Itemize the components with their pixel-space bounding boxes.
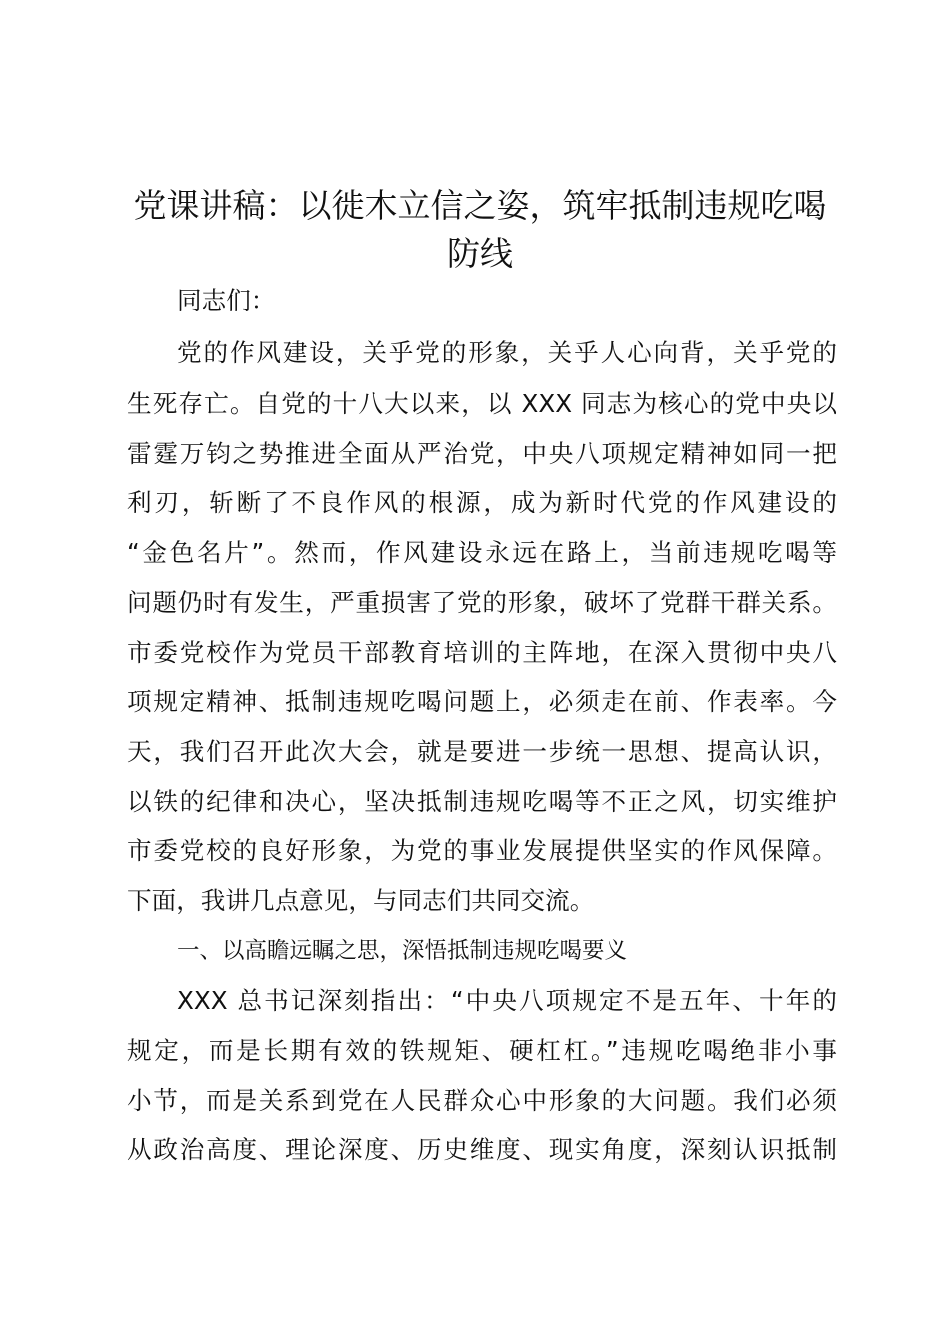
salutation: 同志们： bbox=[177, 286, 276, 315]
paragraph-line: “金色名片”。然而，作风建设永远在路上，当前违规吃喝等 bbox=[127, 538, 837, 567]
paragraph-line: 生死存亡。自党的十八大以来，以 XXX 同志为核心的党中央以 bbox=[127, 389, 837, 418]
paragraph-line: 市委党校作为党员干部教育培训的主阵地，在深入贯彻中央八 bbox=[127, 638, 837, 667]
paragraph-line: 利刃，斩断了不良作风的根源，成为新时代党的作风建设的 bbox=[127, 488, 837, 517]
paragraph-line: XXX 总书记深刻指出：“中央八项规定不是五年、十年的 bbox=[177, 986, 837, 1015]
paragraph-line: 规定，而是长期有效的铁规矩、硬杠杠。”违规吃喝绝非小事 bbox=[127, 1036, 837, 1065]
paragraph-line: 问题仍时有发生，严重损害了党的形象，破坏了党群干群关系。 bbox=[127, 588, 837, 617]
paragraph-line: 党的作风建设，关乎党的形象，关乎人心向背，关乎党的 bbox=[177, 338, 837, 367]
paragraph-line: 项规定精神、抵制违规吃喝问题上，必须走在前、作表率。今 bbox=[127, 687, 837, 716]
paragraph-line: 雷霆万钧之势推进全面从严治党，中央八项规定精神如同一把 bbox=[127, 439, 837, 468]
paragraph-line: 从政治高度、理论深度、历史维度、现实角度，深刻认识抵制 bbox=[127, 1135, 837, 1164]
paragraph-line: 以铁的纪律和决心，坚决抵制违规吃喝等不正之风，切实维护 bbox=[127, 787, 837, 816]
paragraph-line: 天，我们召开此次大会，就是要进一步统一思想、提高认识， bbox=[127, 737, 837, 766]
paragraph-line: 市委党校的良好形象，为党的事业发展提供坚实的作风保障。 bbox=[127, 836, 837, 865]
paragraph-line: 下面，我讲几点意见，与同志们共同交流。 bbox=[127, 886, 595, 915]
document-title: 党课讲稿：以徙木立信之姿，筑牢抵制违规吃喝防线 bbox=[133, 186, 827, 273]
section-heading: 一、以高瞻远瞩之思，深悟抵制违规吃喝要义 bbox=[177, 938, 628, 964]
paragraph-line: 小节，而是关系到党在人民群众心中形象的大问题。我们必须 bbox=[127, 1086, 837, 1115]
